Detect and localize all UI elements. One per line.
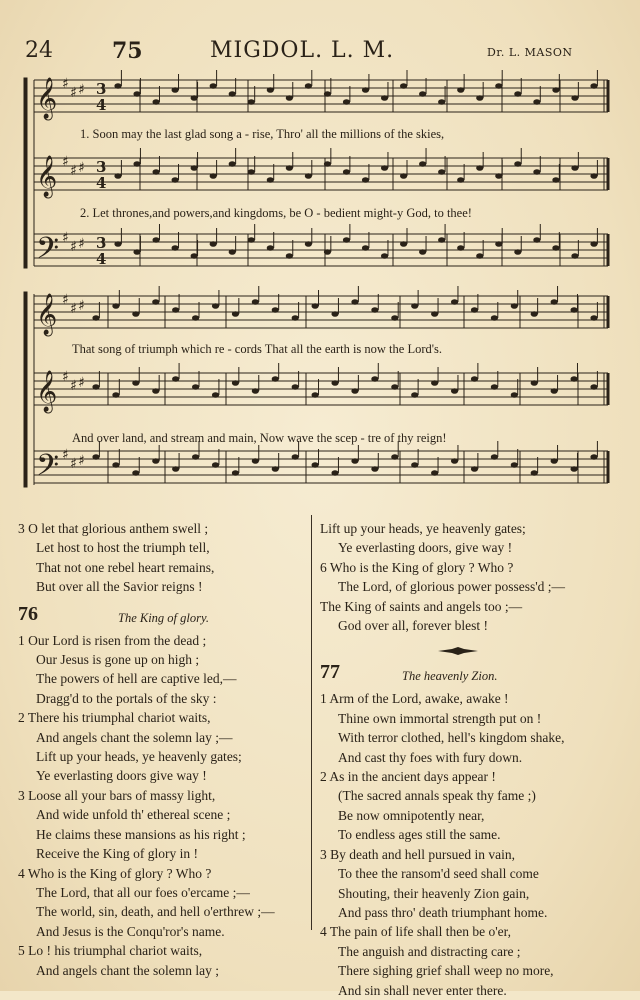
note-head xyxy=(343,99,350,105)
verse-line: There sighing grief shall weep no more, xyxy=(338,963,554,979)
column-divider xyxy=(311,515,312,930)
sharp-sign: ♯ xyxy=(78,298,85,314)
hymn-subtitle: The heavenly Zion. xyxy=(402,669,498,684)
time-sig-top: 3 xyxy=(96,234,107,252)
note-head xyxy=(533,99,540,105)
verse-line: Receive the King of glory in ! xyxy=(36,846,198,862)
note-head xyxy=(272,376,279,382)
verse-line: To thee the ransom'd seed shall come xyxy=(338,866,539,882)
note-head xyxy=(533,237,540,243)
note-head xyxy=(191,253,198,259)
verse-line: The world, sin, death, and hell o'erthrew ;— xyxy=(36,904,275,920)
note-head xyxy=(351,458,358,464)
time-sig-bottom: 4 xyxy=(96,250,107,268)
note-head xyxy=(286,165,293,171)
note-head xyxy=(212,462,219,468)
verse-line: The anguish and distracting care ; xyxy=(338,943,521,959)
note-head xyxy=(212,303,219,309)
note-head xyxy=(400,241,407,247)
note-head xyxy=(248,169,255,175)
note-head xyxy=(351,299,358,305)
note-head xyxy=(267,87,274,93)
note-head xyxy=(362,177,369,183)
note-head xyxy=(495,241,502,247)
lyric-line-4: And over land, and stream and main, Now wave the scep - tre of thy reign! xyxy=(72,431,447,445)
note-head xyxy=(343,237,350,243)
note-head xyxy=(590,384,597,390)
verse-line: And wide unfold th' ethereal scene ; xyxy=(36,807,231,823)
note-head xyxy=(419,249,426,255)
verse-line: 3 By death and hell pursued in vain, xyxy=(320,846,515,862)
verse-line: He claims these mansions as his right ; xyxy=(36,826,246,842)
note-head xyxy=(362,87,369,93)
note-head xyxy=(570,307,577,313)
note-head xyxy=(431,311,438,317)
sharp-sign: ♯ xyxy=(70,378,77,394)
note-head xyxy=(400,173,407,179)
note-head xyxy=(324,249,331,255)
verse-line: 3 O let that glorious anthem swell ; xyxy=(18,521,209,536)
note-head xyxy=(292,454,299,460)
note-head xyxy=(210,241,217,247)
note-head xyxy=(152,299,159,305)
verse-line: And sin shall never enter there. xyxy=(338,982,507,998)
note-head xyxy=(324,91,331,97)
note-head xyxy=(114,173,121,179)
note-head xyxy=(112,392,119,398)
treble-clef: 𝄢 xyxy=(36,449,60,490)
note-head xyxy=(400,83,407,89)
note-head xyxy=(471,307,478,313)
note-head xyxy=(531,311,538,317)
verse-line: 3 Loose all your bars of massy light, xyxy=(18,787,216,803)
note-head xyxy=(172,245,179,251)
note-head xyxy=(514,161,521,167)
sharp-sign: ♯ xyxy=(62,292,69,308)
tune-number: 75 xyxy=(112,38,143,64)
note-head xyxy=(172,177,179,183)
note-head xyxy=(590,315,597,321)
note-head xyxy=(229,249,236,255)
note-head xyxy=(457,87,464,93)
note-head xyxy=(381,165,388,171)
verse-3-block xyxy=(18,519,308,597)
note-head xyxy=(210,83,217,89)
verse-line: With terror clothed, hell's kingdom shake, xyxy=(338,730,565,746)
note-head xyxy=(451,299,458,305)
note-head xyxy=(419,91,426,97)
verse-line: 2 There his triumphal chariot waits, xyxy=(18,710,211,726)
note-head xyxy=(248,237,255,243)
note-head xyxy=(381,95,388,101)
note-head xyxy=(491,384,498,390)
note-head xyxy=(495,173,502,179)
note-head xyxy=(552,177,559,183)
note-head xyxy=(172,307,179,313)
note-head xyxy=(431,380,438,386)
system-bracket xyxy=(24,292,27,487)
treble-clef: 𝄞 xyxy=(36,294,58,335)
note-head xyxy=(531,470,538,476)
note-head xyxy=(476,165,483,171)
note-head xyxy=(514,249,521,255)
verse-line: 1 Our Lord is risen from the dead ; xyxy=(18,632,207,648)
system-bracket xyxy=(24,78,27,268)
note-head xyxy=(457,245,464,251)
note-head xyxy=(112,462,119,468)
note-head xyxy=(551,388,558,394)
note-head xyxy=(391,315,398,321)
note-head xyxy=(590,173,597,179)
note-head xyxy=(571,95,578,101)
time-sig-bottom: 4 xyxy=(96,174,107,192)
note-head xyxy=(192,454,199,460)
verse-line: Dragg'd to the portals of the sky : xyxy=(36,690,217,706)
page-number: 24 xyxy=(25,38,53,63)
sharp-sign: ♯ xyxy=(78,82,85,98)
note-head xyxy=(351,388,358,394)
verse-line: And angels chant the solemn lay ; xyxy=(36,962,219,978)
note-head xyxy=(551,299,558,305)
time-sig-top: 3 xyxy=(96,158,107,176)
note-head xyxy=(305,241,312,247)
verse-line: And pass thro' death triumphant home. xyxy=(338,904,548,920)
verse-line: And cast thy foes with fury down. xyxy=(338,749,523,765)
note-head xyxy=(152,388,159,394)
note-head xyxy=(133,161,140,167)
note-head xyxy=(514,91,521,97)
note-head xyxy=(210,173,217,179)
sharp-sign: ♯ xyxy=(62,230,69,246)
verse-line: 5 Lo ! his triumphal chariot waits, xyxy=(18,943,203,959)
sharp-sign: ♯ xyxy=(62,76,69,92)
note-head xyxy=(312,392,319,398)
hymn-number: 76 xyxy=(18,602,38,625)
note-head xyxy=(312,462,319,468)
verse-line: God over all, forever blest ! xyxy=(338,618,488,634)
hymn-subtitle: The King of glory. xyxy=(118,610,209,625)
time-sig-top: 3 xyxy=(96,80,107,98)
note-head xyxy=(114,83,121,89)
treble-clef: 𝄞 xyxy=(36,371,58,412)
note-head xyxy=(192,384,199,390)
note-head xyxy=(114,241,121,247)
note-head xyxy=(232,380,239,386)
note-head xyxy=(305,83,312,89)
note-head xyxy=(232,470,239,476)
note-head xyxy=(552,87,559,93)
note-head xyxy=(172,87,179,93)
note-head xyxy=(252,299,259,305)
verse-line: Thine own immortal strength put on ! xyxy=(338,710,542,726)
note-head xyxy=(252,458,259,464)
ornament-divider xyxy=(320,641,620,655)
hymn-77-heading xyxy=(320,663,620,689)
note-head xyxy=(438,169,445,175)
verse-line: (The sacred annals speak thy fame ;) xyxy=(338,788,536,804)
verse-line: Be now omnipotently near, xyxy=(338,807,485,823)
note-head xyxy=(92,454,99,460)
note-head xyxy=(570,376,577,382)
verse-line: Lift up your heads, ye heavenly gates; xyxy=(36,749,242,765)
note-head xyxy=(391,454,398,460)
note-head xyxy=(491,454,498,460)
hymn-number: 77 xyxy=(320,661,340,684)
note-head xyxy=(391,384,398,390)
note-head xyxy=(457,177,464,183)
note-head xyxy=(362,245,369,251)
verse-line: That not one rebel heart remains, xyxy=(36,559,215,575)
note-head xyxy=(571,253,578,259)
verse-line: 4 Who is the King of glory ? Who ? xyxy=(18,865,212,881)
lyric-verse-2: 2. Let thrones,and powers,and kingdoms, be O - bedient might-y God, to thee! xyxy=(80,206,472,220)
verse-line: 6 Who is the King of glory ? Who ? xyxy=(320,559,514,575)
note-head xyxy=(92,315,99,321)
treble-clef: 𝄞 xyxy=(36,78,58,119)
note-head xyxy=(476,253,483,259)
treble-clef: 𝄞 xyxy=(36,156,58,197)
note-head xyxy=(229,161,236,167)
sharp-sign: ♯ xyxy=(70,85,77,101)
note-head xyxy=(371,307,378,313)
note-head xyxy=(476,95,483,101)
time-sig-bottom: 4 xyxy=(96,96,107,114)
note-head xyxy=(305,173,312,179)
note-head xyxy=(438,99,445,105)
verse-line: Lift up your heads, ye heavenly gates; xyxy=(320,521,526,536)
note-head xyxy=(232,311,239,317)
note-head xyxy=(152,237,159,243)
composer-credit: Dr. L. MASON xyxy=(487,46,573,59)
note-head xyxy=(411,392,418,398)
note-head xyxy=(431,470,438,476)
note-head xyxy=(491,315,498,321)
note-head xyxy=(419,161,426,167)
note-head xyxy=(248,99,255,105)
hymn-76-continuation xyxy=(320,519,620,635)
verse-line: The Lord, that all our foes o'ercame ;— xyxy=(36,884,250,900)
note-head xyxy=(451,388,458,394)
note-head xyxy=(212,392,219,398)
note-head xyxy=(191,95,198,101)
verse-line: But over all the Savior reigns ! xyxy=(36,579,203,595)
note-head xyxy=(343,169,350,175)
note-head xyxy=(133,91,140,97)
verse-line: Our Jesus is gone up on high ; xyxy=(36,652,200,668)
note-head xyxy=(272,466,279,472)
sharp-sign: ♯ xyxy=(78,453,85,469)
sharp-sign: ♯ xyxy=(70,163,77,179)
verse-line: To endless ages still the same. xyxy=(338,827,501,843)
note-head xyxy=(152,99,159,105)
verse-line: And angels chant the solemn lay ;— xyxy=(36,729,233,745)
note-head xyxy=(533,169,540,175)
sharp-sign: ♯ xyxy=(70,239,77,255)
note-head xyxy=(438,237,445,243)
verse-line: 4 The pain of life shall then be o'er, xyxy=(320,924,511,940)
verse-line: 2 As in the ancient days appear ! xyxy=(320,769,496,785)
verse-line: The King of saints and angels too ;— xyxy=(320,598,523,614)
note-head xyxy=(552,245,559,251)
note-head xyxy=(331,470,338,476)
verse-line: Ye everlasting doors, give way ! xyxy=(338,540,513,556)
sharp-sign: ♯ xyxy=(62,154,69,170)
note-head xyxy=(511,462,518,468)
note-head xyxy=(286,95,293,101)
sharp-sign: ♯ xyxy=(70,456,77,472)
sharp-sign: ♯ xyxy=(70,301,77,317)
note-head xyxy=(511,392,518,398)
note-head xyxy=(590,83,597,89)
note-head xyxy=(590,454,597,460)
note-head xyxy=(132,311,139,317)
note-head xyxy=(411,303,418,309)
right-text-column xyxy=(320,519,620,1000)
note-head xyxy=(112,303,119,309)
note-head xyxy=(381,253,388,259)
verse-line: Ye everlasting doors give way ! xyxy=(36,768,207,784)
note-head xyxy=(471,466,478,472)
note-head xyxy=(192,315,199,321)
lyric-line-3: That song of triumph which re - cords That all the earth is now the Lord's. xyxy=(72,342,442,356)
note-head xyxy=(531,380,538,386)
hymn-77-body xyxy=(320,689,620,1000)
note-head xyxy=(371,376,378,382)
note-head xyxy=(571,165,578,171)
note-head xyxy=(495,83,502,89)
note-head xyxy=(92,384,99,390)
note-head xyxy=(267,177,274,183)
hymn-76-body xyxy=(18,631,308,980)
note-head xyxy=(324,161,331,167)
note-head xyxy=(133,249,140,255)
system-brackets xyxy=(24,78,34,487)
note-head xyxy=(570,466,577,472)
verse-line: Let host to host the triumph tell, xyxy=(36,540,210,556)
note-head xyxy=(152,169,159,175)
note-head xyxy=(292,315,299,321)
verse-line: And Jesus is the Conqu'ror's name. xyxy=(36,923,225,939)
note-head xyxy=(551,458,558,464)
lyric-verse-1: 1. Soon may the last glad song a - rise, Thro' all the millions of the skies, xyxy=(80,127,445,141)
note-head xyxy=(172,376,179,382)
note-head xyxy=(331,311,338,317)
note-head xyxy=(152,458,159,464)
note-head xyxy=(229,91,236,97)
sharp-sign: ♯ xyxy=(78,160,85,176)
sharp-sign: ♯ xyxy=(62,447,69,463)
note-head xyxy=(191,165,198,171)
verse-line: 1 Arm of the Lord, awake, awake ! xyxy=(320,691,509,707)
note-head xyxy=(132,380,139,386)
verse-line: Shouting, their heavenly Zion gain, xyxy=(338,885,530,901)
treble-clef: 𝄢 xyxy=(36,232,60,273)
note-head xyxy=(371,466,378,472)
verse-line: The Lord, of glorious power possess'd ;— xyxy=(338,579,566,595)
sharp-sign: ♯ xyxy=(78,236,85,252)
hymn-76-heading xyxy=(18,602,308,631)
note-head xyxy=(286,253,293,259)
tune-title: MIGDOL. L. M. xyxy=(210,38,395,63)
note-head xyxy=(471,376,478,382)
left-text-column xyxy=(18,519,308,980)
sharp-sign: ♯ xyxy=(62,369,69,385)
note-head xyxy=(172,466,179,472)
note-head xyxy=(331,380,338,386)
note-head xyxy=(292,384,299,390)
note-head xyxy=(411,462,418,468)
sharp-sign: ♯ xyxy=(78,375,85,391)
note-head xyxy=(272,307,279,313)
note-head xyxy=(590,241,597,247)
note-head xyxy=(267,245,274,251)
note-head xyxy=(312,303,319,309)
note-head xyxy=(132,470,139,476)
verse-line: The powers of hell are captive led,— xyxy=(36,671,237,687)
note-head xyxy=(252,388,259,394)
note-head xyxy=(511,303,518,309)
note-head xyxy=(451,458,458,464)
